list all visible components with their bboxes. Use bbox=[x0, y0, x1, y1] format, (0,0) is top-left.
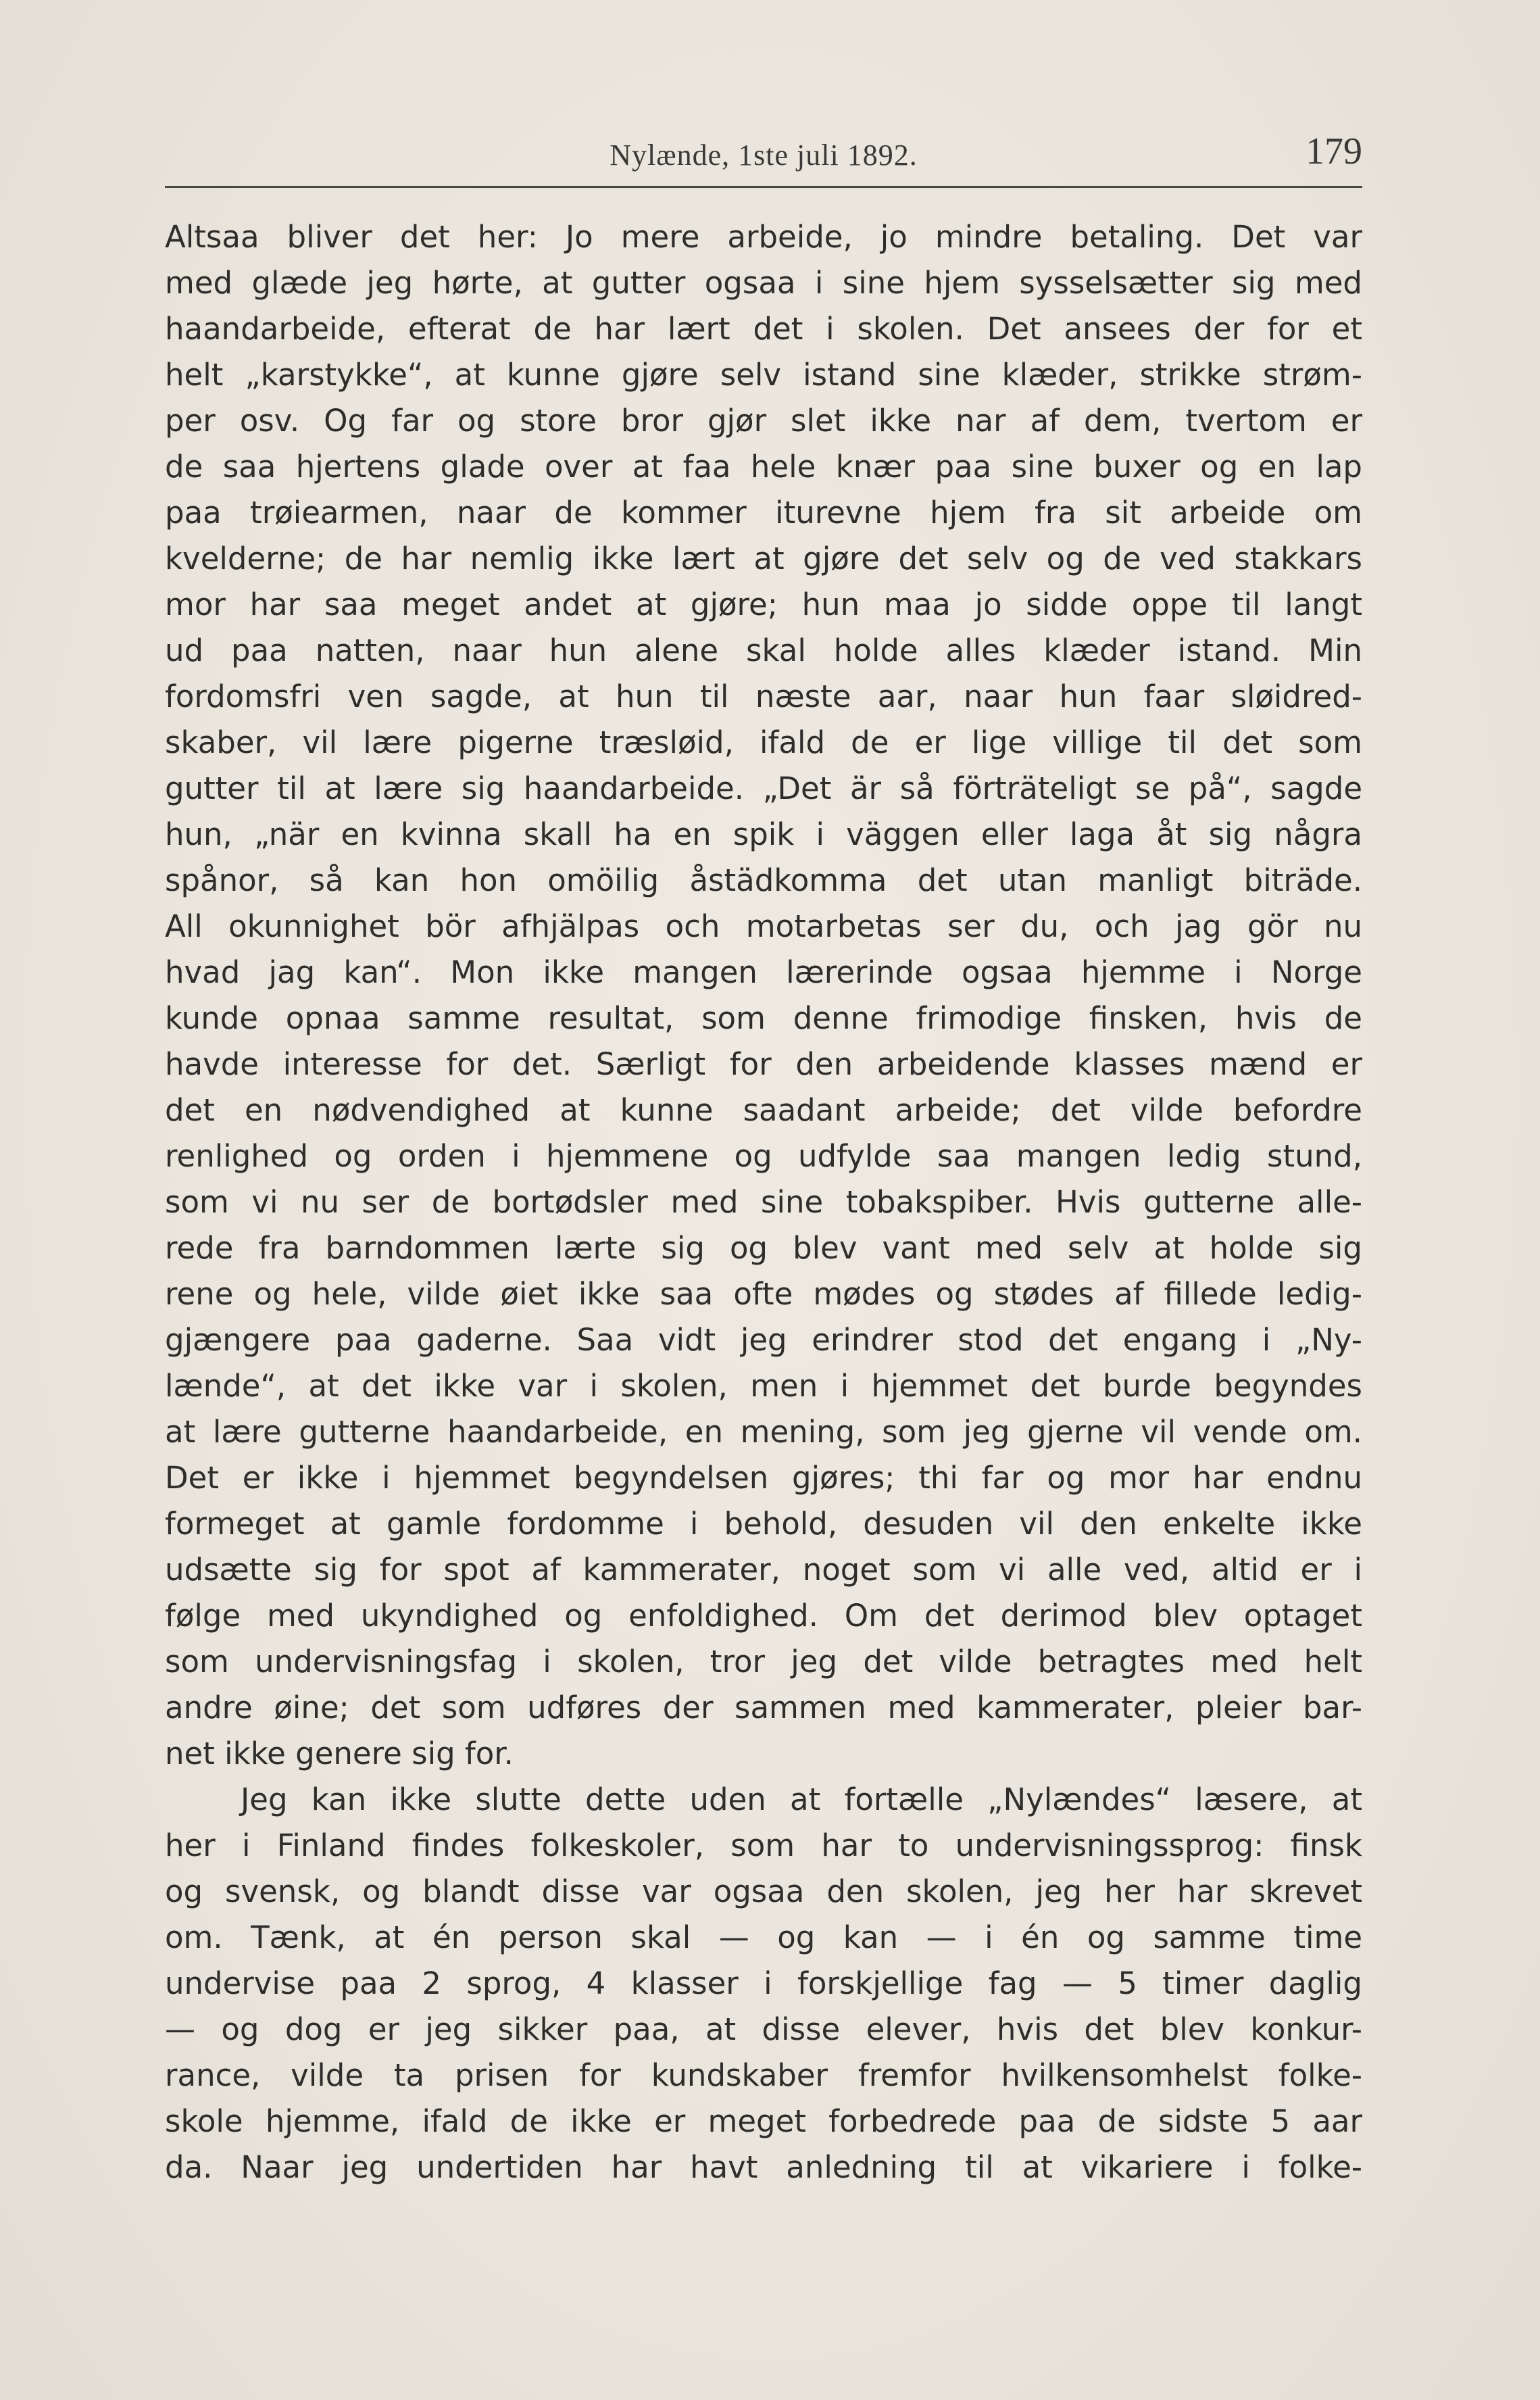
text-line: her i Finland findes folkeskoler, som har to undervisningssprog: finsk bbox=[165, 1828, 1362, 1863]
text-line: de saa hjertens glade over at faa hele knær paa sine buxer og en lap bbox=[165, 449, 1362, 485]
text-line: andre øine; det som udføres der sammen med kammerater, pleier bar- bbox=[165, 1690, 1362, 1725]
text-line: skole hjemme, ifald de ikke er meget forbedrede paa de sidste 5 aar bbox=[165, 2103, 1362, 2139]
text-line: rede fra barndommen lærte sig og blev vant med selv at holde sig bbox=[165, 1230, 1362, 1266]
text-line: kunde opnaa samme resultat, som denne frimodige finsken, hvis de bbox=[165, 1000, 1362, 1036]
running-title: Nylænde, 1ste juli 1892. bbox=[610, 139, 918, 172]
text-line: havde interesse for det. Særligt for den arbeidende klasses mænd er bbox=[165, 1046, 1362, 1082]
text-line: ud paa natten, naar hun alene skal holde alles klæder istand. Min bbox=[165, 633, 1362, 668]
text-line: og svensk, og blandt disse var ogsaa den skolen, jeg her har skrevet bbox=[165, 1874, 1362, 1909]
text-line: som undervisningsfag i skolen, tror jeg det vilde betragtes med helt bbox=[165, 1644, 1362, 1680]
page-number: 179 bbox=[1306, 130, 1362, 172]
text-line: fordomsfri ven sagde, at hun til næste aar, naar hun faar sløidred- bbox=[165, 679, 1362, 714]
text-line: skaber, vil lære pigerne træsløid, ifald de er lige villige til det som bbox=[165, 725, 1362, 760]
text-line: følge med ukyndighed og enfoldighed. Om det derimod blev optaget bbox=[165, 1598, 1362, 1634]
text-line: Altsaa bliver det her: Jo mere arbeide, jo mindre betaling. Det var bbox=[165, 219, 1362, 255]
text-line: formeget at gamle fordomme i behold, desuden vil den enkelte ikke bbox=[165, 1506, 1362, 1542]
text-line: helt „karstykke“, at kunne gjøre selv istand sine klæder, strikke strøm- bbox=[165, 357, 1362, 393]
paragraph-start-line: Jeg kan ikke slutte dette uden at fortælle „Nylændes“ læsere, at bbox=[241, 1782, 1362, 1817]
text-line: lænde“, at det ikke var i skolen, men i hjemmet det burde begyndes bbox=[165, 1368, 1362, 1404]
text-line: haandarbeide, efterat de har lært det i skolen. Det ansees der for et bbox=[165, 311, 1362, 347]
text-line: mor har saa meget andet at gjøre; hun maa jo sidde oppe til langt bbox=[165, 587, 1362, 622]
text-line: rene og hele, vilde øiet ikke saa ofte mødes og stødes af fillede ledig- bbox=[165, 1276, 1362, 1312]
text-line: det en nødvendighed at kunne saadant arbeide; det vilde befordre bbox=[165, 1092, 1362, 1128]
text-line: som vi nu ser de bortødsler med sine tobakspiber. Hvis gutterne alle- bbox=[165, 1184, 1362, 1220]
text-line: hun, „när en kvinna skall ha en spik i väggen eller laga åt sig några bbox=[165, 816, 1362, 852]
text-line: rance, vilde ta prisen for kundskaber fremfor hvilkensomhelst folke- bbox=[165, 2057, 1362, 2093]
paragraph-end-line: net ikke genere sig for. bbox=[165, 1736, 514, 1771]
text-line: da. Naar jeg undertiden har havt anledning til at vikariere i folke- bbox=[165, 2149, 1362, 2185]
text-line: om. Tænk, at én person skal — og kan — i én og samme time bbox=[165, 1919, 1362, 1955]
text-line: renlighed og orden i hjemmene og udfylde saa mangen ledig stund, bbox=[165, 1138, 1362, 1174]
text-line: — og dog er jeg sikker paa, at disse elever, hvis det blev konkur- bbox=[165, 2011, 1362, 2047]
text-line: All okunnighet bör afhjälpas och motarbetas ser du, och jag gör nu bbox=[165, 908, 1362, 944]
text-line: med glæde jeg hørte, at gutter ogsaa i sine hjem sysselsætter sig med bbox=[165, 265, 1362, 301]
header-rule bbox=[165, 186, 1362, 188]
text-line: gjængere paa gaderne. Saa vidt jeg erindrer stod det engang i „Ny- bbox=[165, 1322, 1362, 1358]
body-text bbox=[165, 214, 1362, 2190]
text-line: per osv. Og far og store bror gjør slet ikke nar af dem, tvertom er bbox=[165, 403, 1362, 439]
text-line: spånor, så kan hon omöilig åstädkomma det utan manligt biträde. bbox=[165, 862, 1362, 898]
text-line: at lære gutterne haandarbeide, en mening, som jeg gjerne vil vende om. bbox=[165, 1414, 1362, 1450]
text-line: paa trøiearmen, naar de kommer iturevne hjem fra sit arbeide om bbox=[165, 495, 1362, 531]
text-line: hvad jag kan“. Mon ikke mangen lærerinde ogsaa hjemme i Norge bbox=[165, 954, 1362, 990]
text-line: gutter til at lære sig haandarbeide. „Det är så förträteligt se på“, sagde bbox=[165, 770, 1362, 806]
text-line: Det er ikke i hjemmet begyndelsen gjøres; thi far og mor har endnu bbox=[165, 1460, 1362, 1496]
page-header bbox=[165, 127, 1362, 181]
text-line: udsætte sig for spot af kammerater, noget som vi alle ved, altid er i bbox=[165, 1552, 1362, 1588]
text-line: undervise paa 2 sprog, 4 klasser i forskjellige fag — 5 timer daglig bbox=[165, 1965, 1362, 2001]
text-line: kvelderne; de har nemlig ikke lært at gjøre det selv og de ved stakkars bbox=[165, 541, 1362, 577]
